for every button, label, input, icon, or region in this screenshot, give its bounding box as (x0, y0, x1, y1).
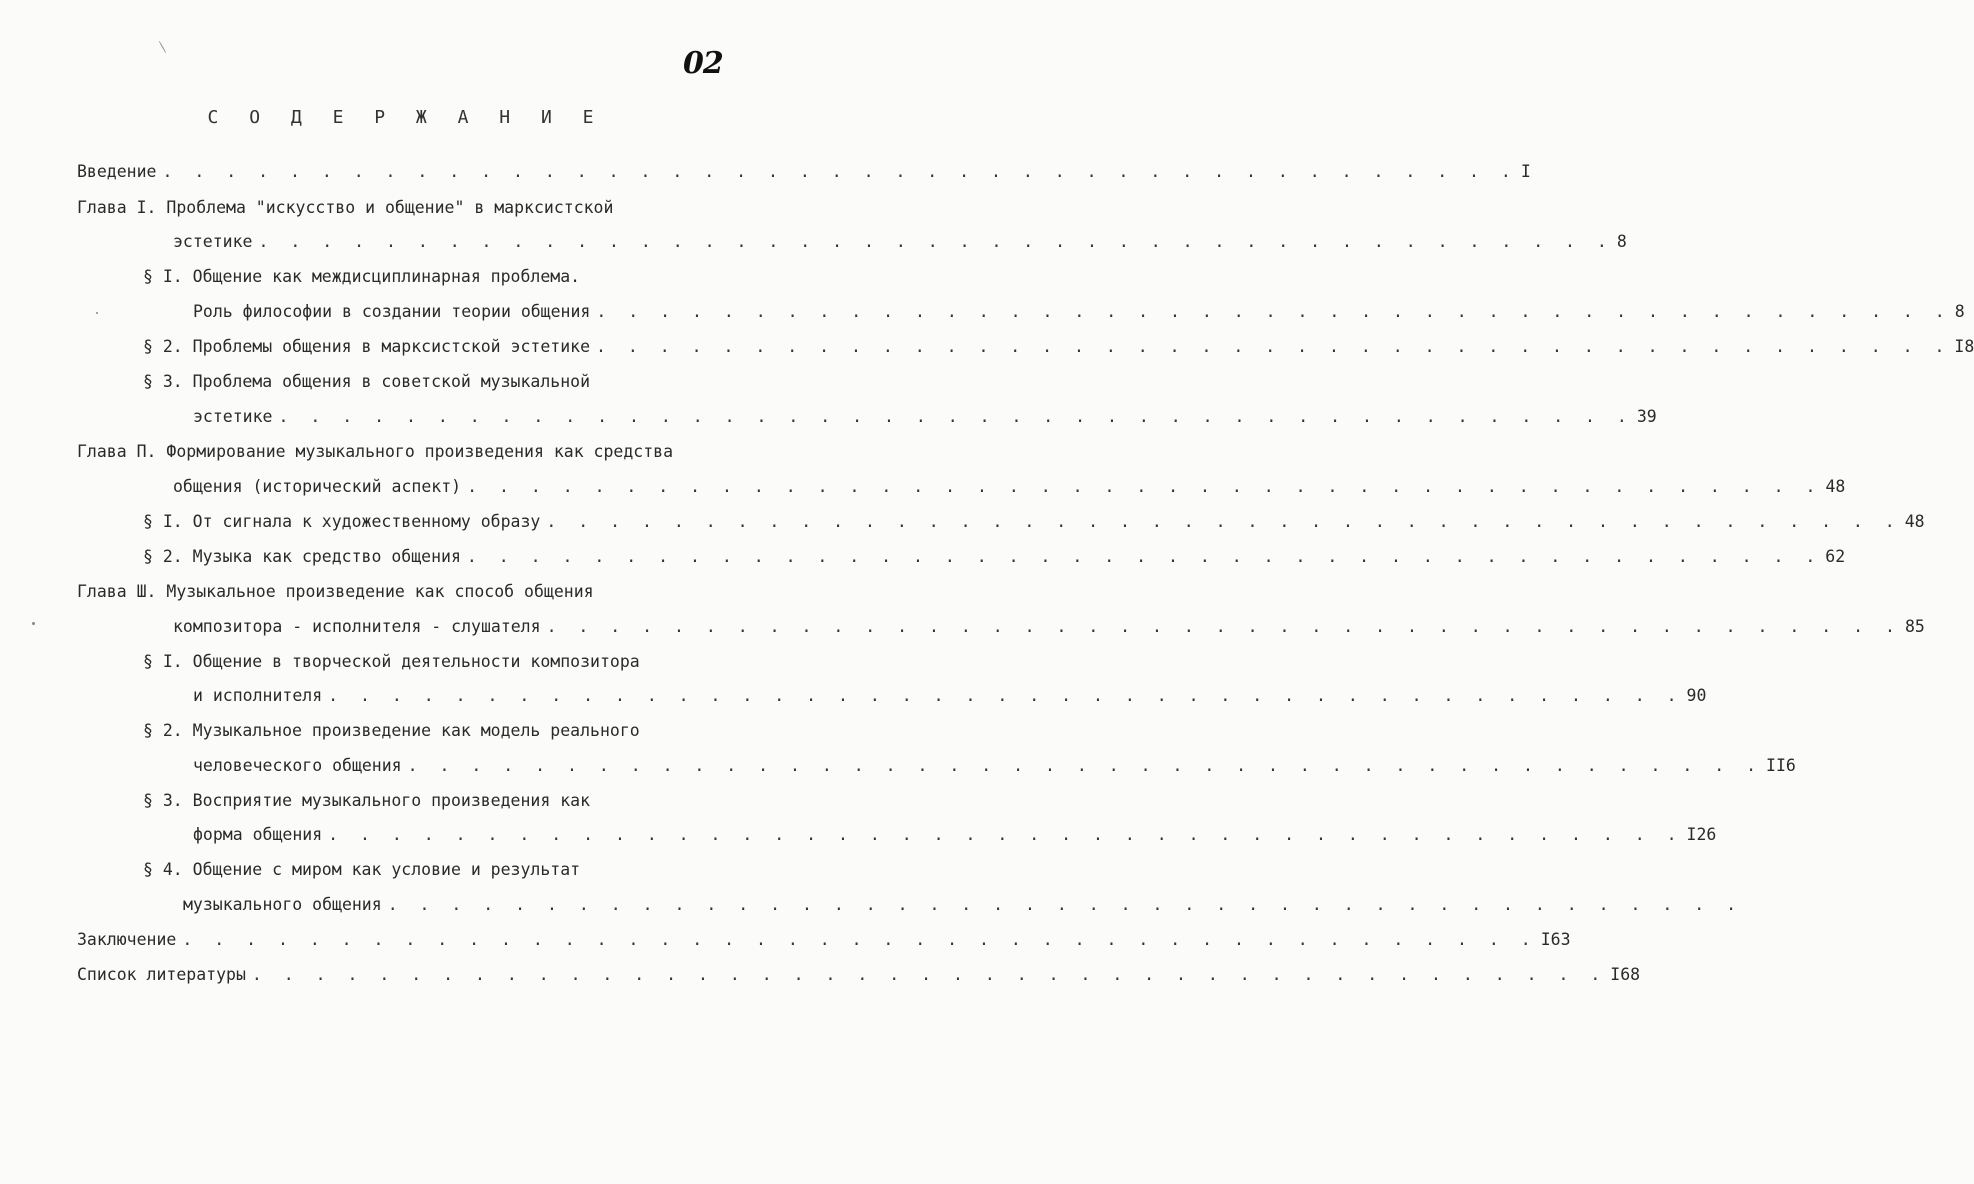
toc-entry-conclusion[interactable] (77, 928, 1571, 952)
paper-speck (96, 312, 98, 314)
toc-section-3-1-title[interactable]: § I. Общение в творческой деятельности композитора (143, 652, 640, 671)
toc-leader-dots: . . . . . . . . . . . . . . . . . . . . . . . . . . . . . . . . . . . . . . . . . . . (387, 895, 1743, 914)
toc-leader-dots: . . . . . . . . . . . . . . . . . . . . . . . . . . . . . . . . . . . . . . . . . . . (328, 686, 1683, 705)
toc-entry-section-3-3[interactable] (193, 823, 1717, 847)
toc-leader-dots: . . . . . . . . . . . . . . . . . . . . . . . . . . . . . . . . . . . . . . . . . . . (182, 930, 1537, 949)
toc-entry-text: эстетике (193, 407, 273, 426)
toc-leader-dots: . . . . . . . . . . . . . . . . . . . . . . . . . . . . . . . . . . . . . . . . . . . (596, 302, 1951, 321)
toc-leader-dots: . . . . . . . . . . . . . . . . . . . . . . . . . . . . . . . . . . . . . . . . . . . (278, 407, 1633, 426)
toc-section-1-3-title[interactable]: § 3. Проблема общения в советской музыкальной (143, 372, 591, 391)
toc-page-number: 8 (1954, 302, 1965, 321)
toc-chapter-2-title[interactable]: Глава П. Формирование музыкального произведения как средства (77, 442, 674, 461)
toc-entry-intro[interactable] (77, 160, 1531, 184)
toc-section-1-1-title[interactable]: § I. Общение как междисциплинарная проблема. (143, 267, 581, 286)
toc-page-number: I63 (1540, 930, 1571, 949)
toc-entry-section-1-1[interactable] (193, 300, 1965, 324)
toc-chapter-1-title[interactable]: Глава I. Проблема "искусство и общение" в марксистской (77, 198, 614, 217)
page-title: С О Д Е Р Ж А Н И Е (207, 107, 604, 128)
toc-section-3-2-title[interactable]: § 2. Музыкальное произведение как модель реального (143, 721, 640, 740)
toc-section-3-3-title[interactable]: § 3. Восприятие музыкального произведения как (143, 791, 591, 810)
paper-speck (32, 622, 35, 625)
toc-leader-dots: . . . . . . . . . . . . . . . . . . . . . . . . . . . . . . . . . . . . . . . . . . . (546, 617, 1901, 636)
toc-page-number: I26 (1686, 825, 1717, 844)
handwritten-page-mark: 02 (683, 46, 723, 81)
toc-leader-dots: . . . . . . . . . . . . . . . . . . . . . . . . . . . . . . . . . . . . . . . . . . . (407, 756, 1763, 775)
toc-entry-text: композитора - исполнителя - слушателя (173, 617, 541, 636)
toc-entry-section-3-1[interactable] (193, 684, 1707, 708)
toc-leader-dots: . . . . . . . . . . . . . . . . . . . . . . . . . . . . . . . . . . . . . . . . . . . (162, 162, 1517, 181)
paper-speck (159, 41, 167, 54)
toc-entry-text: и исполнителя (193, 686, 323, 705)
toc-entry-chapter-2[interactable] (173, 475, 1846, 499)
toc-leader-dots: . . . . . . . . . . . . . . . . . . . . . . . . . . . . . . . . . . . . . . . . . . . (467, 477, 1822, 496)
toc-entry-text: общения (исторический аспект) (173, 477, 462, 496)
toc-entry-text: человеческого общения (193, 756, 402, 775)
toc-entry-text: Список литературы (77, 965, 246, 984)
toc-leader-dots: . . . . . . . . . . . . . . . . . . . . . . . . . . . . . . . . . . . . . . . . . . . (546, 512, 1901, 531)
toc-entry-section-1-2[interactable] (143, 335, 1974, 359)
toc-entry-section-1-3[interactable] (193, 405, 1657, 429)
toc-page-number: 62 (1825, 547, 1846, 566)
toc-entry-section-2-1[interactable] (143, 510, 1925, 534)
toc-page-number: 48 (1904, 512, 1925, 531)
toc-page-number: 48 (1825, 477, 1846, 496)
toc-entry-text: эстетике (173, 232, 253, 251)
toc-entry-text: § 2. Проблемы общения в марксистской эстетике (143, 337, 591, 356)
toc-entry-text: форма общения (193, 825, 323, 844)
toc-page-number: 39 (1636, 407, 1657, 426)
toc-entry-text: Роль философии в создании теории общения (193, 302, 591, 321)
toc-leader-dots: . . . . . . . . . . . . . . . . . . . . . . . . . . . . . . . . . . . . . . . . . . . (466, 547, 1822, 566)
toc-entry-chapter-3[interactable] (173, 615, 1925, 639)
toc-page-number: I68 (1610, 965, 1641, 984)
toc-page-number: II6 (1766, 756, 1796, 775)
toc-entry-text: § 2. Музыка как средство общения (143, 547, 461, 566)
toc-page-number: I (1520, 162, 1531, 181)
toc-entry-section-3-2[interactable] (193, 754, 1796, 778)
toc-entry-text: Введение (77, 162, 157, 181)
toc-chapter-3-title[interactable]: Глава Ш. Музыкальное произведение как способ общения (77, 582, 594, 601)
toc-leader-dots: . . . . . . . . . . . . . . . . . . . . . . . . . . . . . . . . . . . . . . . . . . . (251, 965, 1607, 984)
toc-entry-text: музыкального общения (183, 895, 382, 914)
toc-leader-dots: . . . . . . . . . . . . . . . . . . . . . . . . . . . . . . . . . . . . . . . . . . . (328, 825, 1683, 844)
toc-entry-text: § I. От сигнала к художественному образу (143, 512, 541, 531)
toc-page-number: 90 (1686, 686, 1707, 705)
toc-leader-dots: . . . . . . . . . . . . . . . . . . . . . . . . . . . . . . . . . . . . . . . . . . . (258, 232, 1613, 251)
toc-page-number: 85 (1904, 617, 1925, 636)
toc-entry-section-2-2[interactable] (143, 545, 1846, 569)
toc-leader-dots: . . . . . . . . . . . . . . . . . . . . . . . . . . . . . . . . . . . . . . . . . . . (596, 337, 1951, 356)
toc-entry-section-3-4[interactable] (183, 893, 1743, 917)
toc-entry-text: Заключение (77, 930, 177, 949)
toc-entry-chapter-1[interactable] (173, 230, 1627, 254)
toc-page-number: 8 (1616, 232, 1627, 251)
toc-entry-bibliography[interactable] (77, 963, 1641, 987)
toc-page-number: I8 (1954, 337, 1974, 356)
toc-section-3-4-title[interactable]: § 4. Общение с миром как условие и результат (143, 860, 581, 879)
